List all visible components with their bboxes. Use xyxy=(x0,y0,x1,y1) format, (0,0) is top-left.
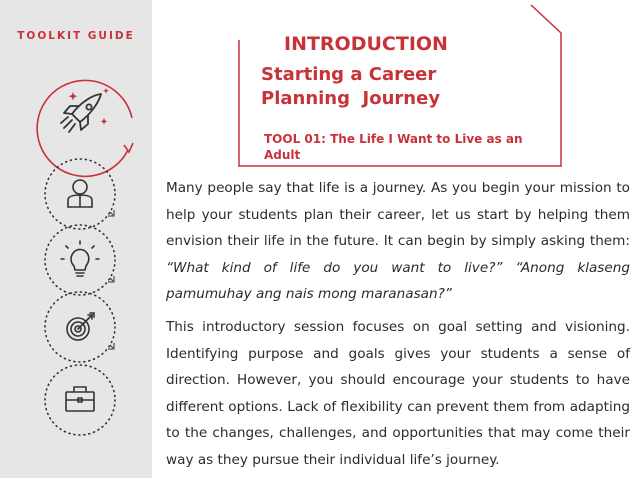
quote-filipino: “Anong klaseng pamumuhay ang nais mong maranasan?” xyxy=(166,259,630,302)
rocket-icon xyxy=(37,80,133,176)
subtitle-line-2: Planning Journey xyxy=(261,88,441,109)
intro-paragraph-2: This introductory session focuses on goal setting and visioning. Identifying purpose and goals gives your students a sense of direction. However, you should encourage your students to have different options. Lack of flexibility can prevent them from adapting to the changes, challenges, and opportunities that may come their way as they pursue their individual life’s journey. xyxy=(166,319,630,468)
sidebar-title: TOOLKIT GUIDE xyxy=(17,30,135,42)
paragraph-1-text: Many people say that life is a journey. As you begin your mission to help your students plan their career, let us start by helping them envision their life in the future. It can begin by simply asking them: xyxy=(166,180,630,249)
intro-paragraph-1 xyxy=(166,175,630,308)
briefcase-icon xyxy=(45,365,115,435)
lightbulb-icon xyxy=(45,225,115,295)
quote-english: “What kind of life do you want to live?” xyxy=(166,259,503,276)
target-icon xyxy=(45,292,115,362)
person-icon xyxy=(45,159,115,229)
page-title: INTRODUCTION xyxy=(284,33,448,55)
page-subtitle xyxy=(261,63,561,111)
sidebar-icons xyxy=(0,0,152,478)
subtitle-line-1: Starting a Career xyxy=(261,64,437,85)
tool-label: TOOL 01: The Life I Want to Live as an Adult xyxy=(264,132,523,162)
